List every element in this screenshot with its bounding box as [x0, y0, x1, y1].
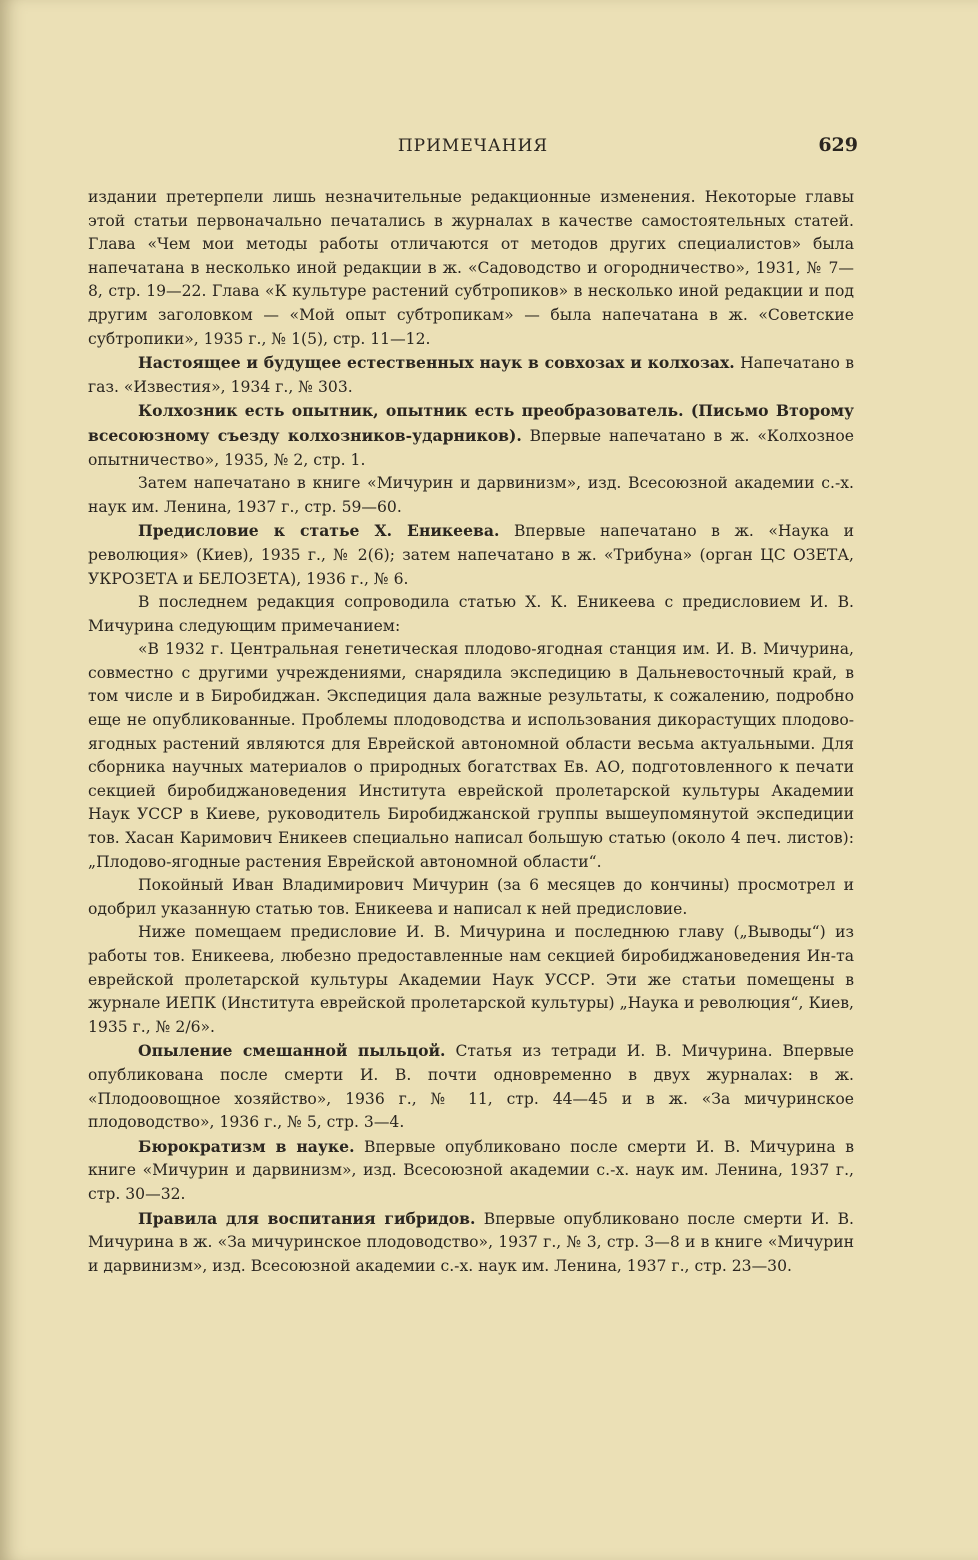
note-text: Впервые напечатано в ж. «Наука и революция» (Киев), 1935 г., № 2(6); затем напечатано в ж. «Трибуна» (орган ЦС ОЗЕТА, УКРОЗЕТА и БЕЛОЗЕТА), 1936 г., № 6. [88, 522, 854, 588]
paragraph-text: Покойный Иван Владимирович Мичурин (за 6 месяцев до кончины) просмотрел и одобрил указанную статью тов. Еникеева и написал к ней предисловие. [88, 876, 854, 918]
paragraph-text: «В 1932 г. Центральная генетическая плодово-ягодная станция им. И. В. Мичурина, совместно с другими учреждениями, снарядила экспедицию в Дальневосточный край, в том числе и в Биробиджан. Экспедиция дала важные результаты, к сожалению, подробно еще не опубликованные. Проблемы плодоводства и использования дикорастущих плодово-ягодных растений являются для Еврейской автономной области весьма актуальными. Для сборника научных материалов о природных богатствах Ев. АО, подготовленного к печати секцией биробиджановедения Института еврейской пролетарской культуры Академии Наук УССР в Киеве, руководитель Биробиджанской группы вышеупомянутой экспедиции тов. Хасан Каримович Еникеев специально написал большую статью (около 4 печ. листов): „Плодово-ягодные растения Еврейской автономной области“. [88, 640, 854, 871]
note-title: Колхозник есть опытник, опытник есть преобразователь. (Письмо Второму всесоюзному съезду колхозников-ударников). [88, 401, 854, 445]
note-entry [88, 399, 854, 472]
note-text: Статья из тетради И. В. Мичурина. Впервые опубликована после смерти И. В. почти одновременно в двух журналах: в ж. «Плодоовощное хозяйство», 1936 г., № 11, стр. 44—45 и в ж. «За мичуринское плодоводство», 1936 г., № 5, стр. 3—4. [88, 1042, 854, 1132]
paragraph [88, 186, 854, 351]
note-entry [88, 1135, 854, 1207]
note-entry [88, 1207, 854, 1279]
note-text: Впервые напечатано в ж. «Колхозное опытничество», 1935, № 2, стр. 1. [88, 426, 854, 469]
running-head: ПРИМЕЧАНИЯ [397, 136, 549, 156]
note-text: Впервые опубликовано после смерти И. В. Мичурина в книге «Мичурин и дарвинизм», изд. Всесоюзной академии с.-х. наук им. Ленина, 1937 г., стр. 30—32. [88, 1137, 854, 1203]
note-title: Бюрократизм в науке. [138, 1136, 355, 1156]
paragraph [88, 921, 854, 1039]
paragraph [88, 591, 854, 638]
note-entry [88, 519, 854, 591]
paragraph-text: В последнем редакция сопроводила статью Х. К. Еникеева с предисловием И. В. Мичурина следующим примечанием: [88, 593, 854, 635]
paragraph [88, 874, 854, 921]
paragraph [88, 472, 854, 519]
quoted-paragraph [88, 638, 854, 874]
note-title: Опыление смешанной пыльцой. [138, 1041, 446, 1061]
note-title: Предисловие к статье Х. Еникеева. [138, 521, 500, 541]
note-entry [88, 1039, 854, 1134]
note-text: Напечатано в газ. «Известия», 1934 г., № 303. [88, 354, 854, 396]
note-entry [88, 351, 854, 399]
note-title: Правила для воспитания гибридов. [138, 1208, 476, 1228]
paragraph-text: Ниже помещаем предисловие И. В. Мичурина и последнюю главу („Выводы“) из работы тов. Еникеева, любезно предоставленные нам секцией биробиджановедения Ин-та еврейской пролетарской культуры Академии Наук УССР. Эти же статьи помещены в журнале ИЕПК (Института еврейской пролетарской культуры) „Наука и революция“, Киев, 1935 г., № 2/6». [88, 923, 854, 1036]
note-text: Впервые опубликовано после смерти И. В. Мичурина в ж. «За мичуринское плодоводство», 1937 г., № 3, стр. 3—8 и в книге «Мичурин и дарвинизм», изд. Всесоюзной академии с.-х. наук им. Ленина, 1937 г., стр. 23—30. [88, 1209, 854, 1275]
paragraph-text: Затем напечатано в книге «Мичурин и дарвинизм», изд. Всесоюзной академии с.-х. наук им. Ленина, 1937 г., стр. 59—60. [88, 474, 854, 516]
notes-body [88, 186, 854, 1278]
page-header [88, 136, 858, 160]
paragraph-text: издании претерпели лишь незначительные редакционные изменения. Некоторые главы этой статьи первоначально печатались в журналах в качестве самостоятельных статей. Глава «Чем мои методы работы отличаются от методов других специалистов» была напечатана в несколько иной редакции в ж. «Садоводство и огородничество», 1931, № 7—8, стр. 19—22. Глава «К культуре растений субтропиков» в несколько иной редакции и под другим заголовком — «Мой опыт субтропикам» — была напечатана в ж. «Советские субтропики», 1935 г., № 1(5), стр. 11—12. [88, 188, 854, 348]
page-number: 629 [818, 134, 858, 156]
note-title: Настоящее и будущее естественных наук в совхозах и колхозах. [138, 353, 735, 373]
